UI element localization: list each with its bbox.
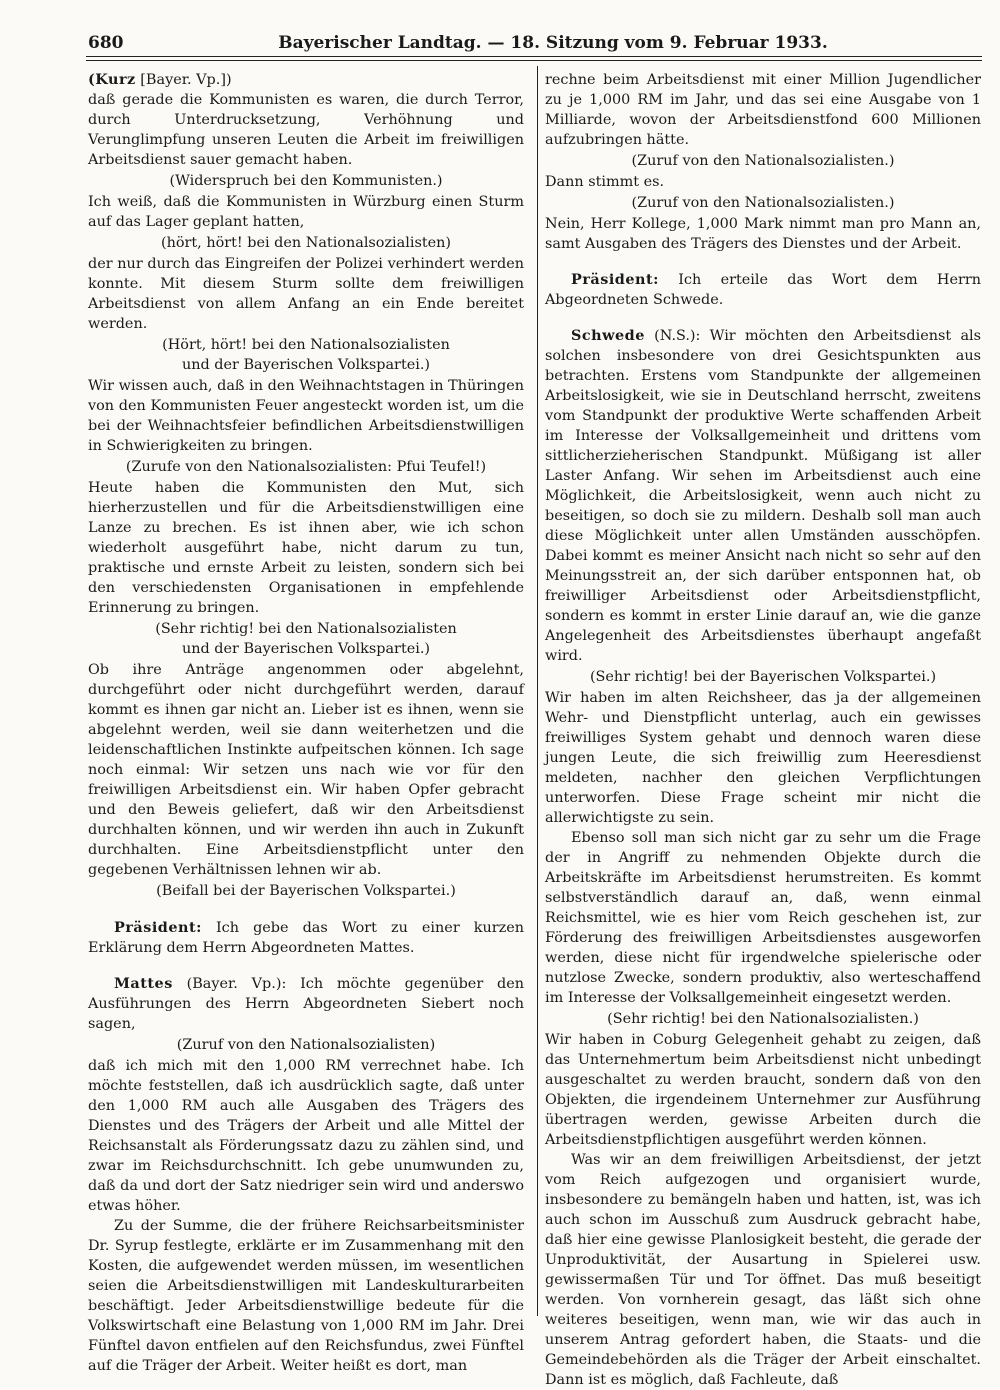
paragraph: daß ich mich mit den 1,000 RM verrechnet habe. Ich möchte feststellen, daß ich ausdrücklich sagte, daß unter den 1,000 RM auch alle Ausgaben des Trägers des Dienstes und des Trägers der Arbeit und alle Mittel der Reichsanstalt als Förderungssatz dazu zu zählen sind, und zwar im Reichsdurchschnitt. Ich gebe unumwunden zu, daß da und dort der Satz niedriger sein wird und anderswo etwas höher.	[88, 1058, 524, 1214]
speaker-statement: Mattes (Bayer. Vp.): Ich möchte gegenüber den Ausführungen des Herrn Abgeordneten Siebert noch sagen,	[88, 975, 524, 1032]
running-title: Bayerischer Landtag. — 18. Sitzung vom 9. Februar 1933.	[278, 33, 828, 53]
speaker-name: Schwede	[571, 327, 645, 344]
header-rule	[86, 56, 982, 57]
column-divider	[537, 66, 538, 1316]
interjection: (Sehr richtig! bei den Nationalsozialisten	[155, 621, 457, 637]
paragraph: Ob ihre Anträge angenommen oder abgelehnt, durchgeführt oder nicht durchgeführt werden, darauf kommt es ihnen gar nicht an. Lieber ist es ihnen, wenn sie abgelehnt werden, weil sie dann weiterhetzen und die leidenschaftlichen Instinkte aufpeitschen können. Ich sage noch einmal: Wir setzen uns nach wie vor für den freiwilligen Arbeitsdienst ein. Wir haben Opfer gebracht und den Beweis geliefert, daß wir den Arbeitsdienst durchhalten können, und wir werden ihn auch in Zukunft durchhalten. Eine Arbeitsdienstpflicht unter den gegebenen Verhältnissen lehnen wir ab.	[88, 662, 524, 878]
interjection: (hört, hört! bei den Nationalsozialisten)	[160, 235, 452, 251]
paragraph: Heute haben die Kommunisten den Mut, sich hierherzustellen und für die Arbeitsdienstwilligen eine Lanze zu brechen. Es ist ihnen aber, wie ich schon wiederholt ausgeführt habe, nicht darum zu tun, praktische und ernste Arbeit zu leisten, sondern sich bei den verschiedensten Organisationen in empfehlende Erinnerung zu bringen.	[88, 480, 524, 616]
header-rule-thin	[86, 60, 982, 61]
page-header	[88, 32, 978, 54]
speaker-party: (N.S.):	[654, 328, 701, 344]
interjection: (Sehr richtig! bei den Nationalsozialisten.)	[607, 1011, 919, 1027]
paragraph: Wir haben im alten Reichsheer, das ja der allgemeinen Wehr- und Dienstpflicht unterlag, auch ein gewisses freiwilliges System gehabt und dennoch waren diese jungen Leute, die sich freiwillig zum Heeresdienst meldeten, nachher den gleichen Verpflichtungen unterworfen. Diese Frage scheint mir nicht die allerwichtigste zu sein.	[545, 690, 981, 826]
paragraph: Wir haben in Coburg Gelegenheit gehabt zu zeigen, daß das Unternehmertum beim Arbeitsdienst nicht unbedingt ausgeschaltet zu werden braucht, sondern daß von den Objekten, die irgendeinem Unternehmer zur Ausführung übertragen werden, gewisse Arbeiten durch die Arbeitsdienstpflichtigen ausgeführt werden können.	[545, 1032, 981, 1148]
speaker-party: [Bayer. Vp.])	[140, 72, 232, 88]
interjection: und der Bayerischen Volkspartei.)	[181, 357, 431, 373]
speaker-name: Mattes	[114, 975, 173, 992]
paragraph: rechne beim Arbeitsdienst mit einer Million Jugendlicher zu je 1,000 RM im Jahr, und das sei eine Ausgabe von 1 Milliarde, wovon der Arbeitsdienstfond 600 Millionen aufzubringen hätte.	[545, 72, 981, 148]
interjection: (Beifall bei der Bayerischen Volkspartei.)	[156, 883, 456, 899]
paragraph: Zu der Summe, die der frühere Reichsarbeitsminister Dr. Syrup festlegte, erklärte er im Zusammenhang mit den Kosten, die aufgewendet werden müssen, im wesentlichen seien die Arbeitsdienstwilligen mit Landeskulturarbeiten beschäftigt. Jeder Arbeitsdienstwillige bedeute für die Volkswirtschaft eine Belastung von 1,000 RM im Jahr. Drei Fünftel davon entfielen auf den Reichsfundus, zwei Fünftel auf die Träger der Arbeit. Weiter heißt es dort, man	[88, 1218, 524, 1374]
speaker-line	[88, 70, 524, 90]
paragraph: Was wir an dem freiwilligen Arbeitsdienst, der jetzt vom Reich aufgezogen und organisiert wurde, insbesondere zu bemängeln haben und hatten, ist, was ich auch schon im Ausschuß zum Ausdruck gebracht habe, daß hier eine gewisse Planlosigkeit besteht, die gerade der Unproduktivität, der Ausartung in Spielerei usw. gewissermaßen Tür und Tor öffnet. Das muß beseitigt werden. Von vornherein gesagt, das läßt sich ohne weiteres beseitigen, wenn man, wie wir das auch in unserem Antrag gefordert haben, die Staats- und die Gemeindebehörden als die Träger der Arbeit einschaltet. Dann ist es möglich, daß Fachleute, daß	[545, 1152, 981, 1388]
left-column	[88, 66, 524, 1376]
speaker-name: Präsident:	[571, 271, 659, 288]
interjection: (Zuruf von den Nationalsozialisten.)	[631, 153, 895, 169]
paragraph: Ebenso soll man sich nicht gar zu sehr um die Frage der in Angriff zu nehmenden Objekte durch die Arbeitskräfte im Arbeitsdienst herumstreiten. Es kommt selbstverständlich darauf an, daß, wenn einmal Reichsmittel, wie es hier vom Reich geschehen ist, zur Förderung des freiwilligen Arbeitsdienstes ausgeworfen werden, diese nicht für irgendwelche spielerische oder nutzlose Zwecke, sondern produktiv, also werteschaffend im Interesse der Volksallgemeinheit eingesetzt werden.	[545, 830, 981, 1006]
paragraph: Nein, Herr Kollege, 1,000 Mark nimmt man pro Mann an, samt Ausgaben des Trägers des Dienstes und der Arbeit.	[545, 216, 981, 252]
interjection: (Zurufe von den Nationalsozialisten: Pfui Teufel!)	[125, 459, 487, 475]
page-number: 680	[88, 33, 124, 53]
president-statement: Präsident: Ich gebe das Wort zu einer kurzen Erklärung dem Herrn Abgeordneten Mattes.	[88, 919, 524, 956]
interjection: (Widerspruch bei den Kommunisten.)	[169, 173, 443, 189]
right-column	[545, 66, 981, 1390]
paragraph: Ich weiß, daß die Kommunisten in Würzburg einen Sturm auf das Lager geplant hatten,	[88, 194, 524, 230]
speaker-statement: Schwede (N.S.): Wir möchten den Arbeitsdienst als solchen insbesondere von drei Gesichtspunkten aus betrachten. Erstens vom Standpunkte der allgemeinen Arbeitslosigkeit, wie sie in Deutschland herrscht, zweitens vom Standpunkt der produktive Werte schaffenden Arbeit im Interesse der Volksallgemeinheit und drittens vom sittlicherzieherischen Standpunkt. Müßigang ist aller Laster Anfang. Wir sehen im Arbeitsdienst auch eine Möglichkeit, die Arbeitslosigkeit, wenn auch nicht zu beseitigen, so doch sie zu mildern. Deshalb soll man auch diese Möglichkeit unter allen Umständen ausschöpfen. Dabei kommt es meiner Ansicht nach nicht so sehr auf den Meinungsstreit an, der sich darüber entsponnen hat, ob freiwilliger Arbeitsdienst oder Arbeitsdienstpflicht, sondern es kommt in erster Linie darauf an, wie die ganze Angelegenheit des Arbeitsdienstes überhaupt angefaßt wird.	[545, 327, 982, 664]
paragraph: daß gerade die Kommunisten es waren, die durch Terror, durch Unterdrucksetzung, Verhöhnung und Verunglimpfung unseren Leuten die Arbeit im freiwilligen Arbeitsdienst sauer gemacht haben.	[88, 92, 524, 168]
interjection: (Sehr richtig! bei der Bayerischen Volkspartei.)	[589, 669, 937, 685]
speaker-party: (Bayer. Vp.):	[186, 976, 287, 992]
paragraph: Dann stimmt es.	[545, 174, 665, 190]
paragraph: Wir wissen auch, daß in den Weihnachtstagen in Thüringen von den Kommunisten Feuer angesteckt worden ist, um die bei der Weihnachtsfeier befindlichen Arbeitsdienstwilligen in Schwierigkeiten zu bringen.	[88, 378, 524, 454]
president-statement: Präsident: Ich erteile das Wort dem Herrn Abgeordneten Schwede.	[545, 271, 981, 308]
interjection: (Zuruf von den Nationalsozialisten)	[176, 1037, 436, 1053]
interjection: (Zuruf von den Nationalsozialisten.)	[631, 195, 895, 211]
paragraph: der nur durch das Eingreifen der Polizei verhindert werden konnte. Mit diesem Sturm sollte dem freiwilligen Arbeitsdienst von allem Anfang an ein Ende bereitet werden.	[88, 256, 524, 332]
interjection: und der Bayerischen Volkspartei.)	[181, 641, 431, 657]
interjection: (Hört, hört! bei den Nationalsozialisten	[162, 337, 450, 353]
speaker-name: (Kurz	[88, 71, 136, 88]
speaker-name: Präsident:	[114, 919, 202, 936]
